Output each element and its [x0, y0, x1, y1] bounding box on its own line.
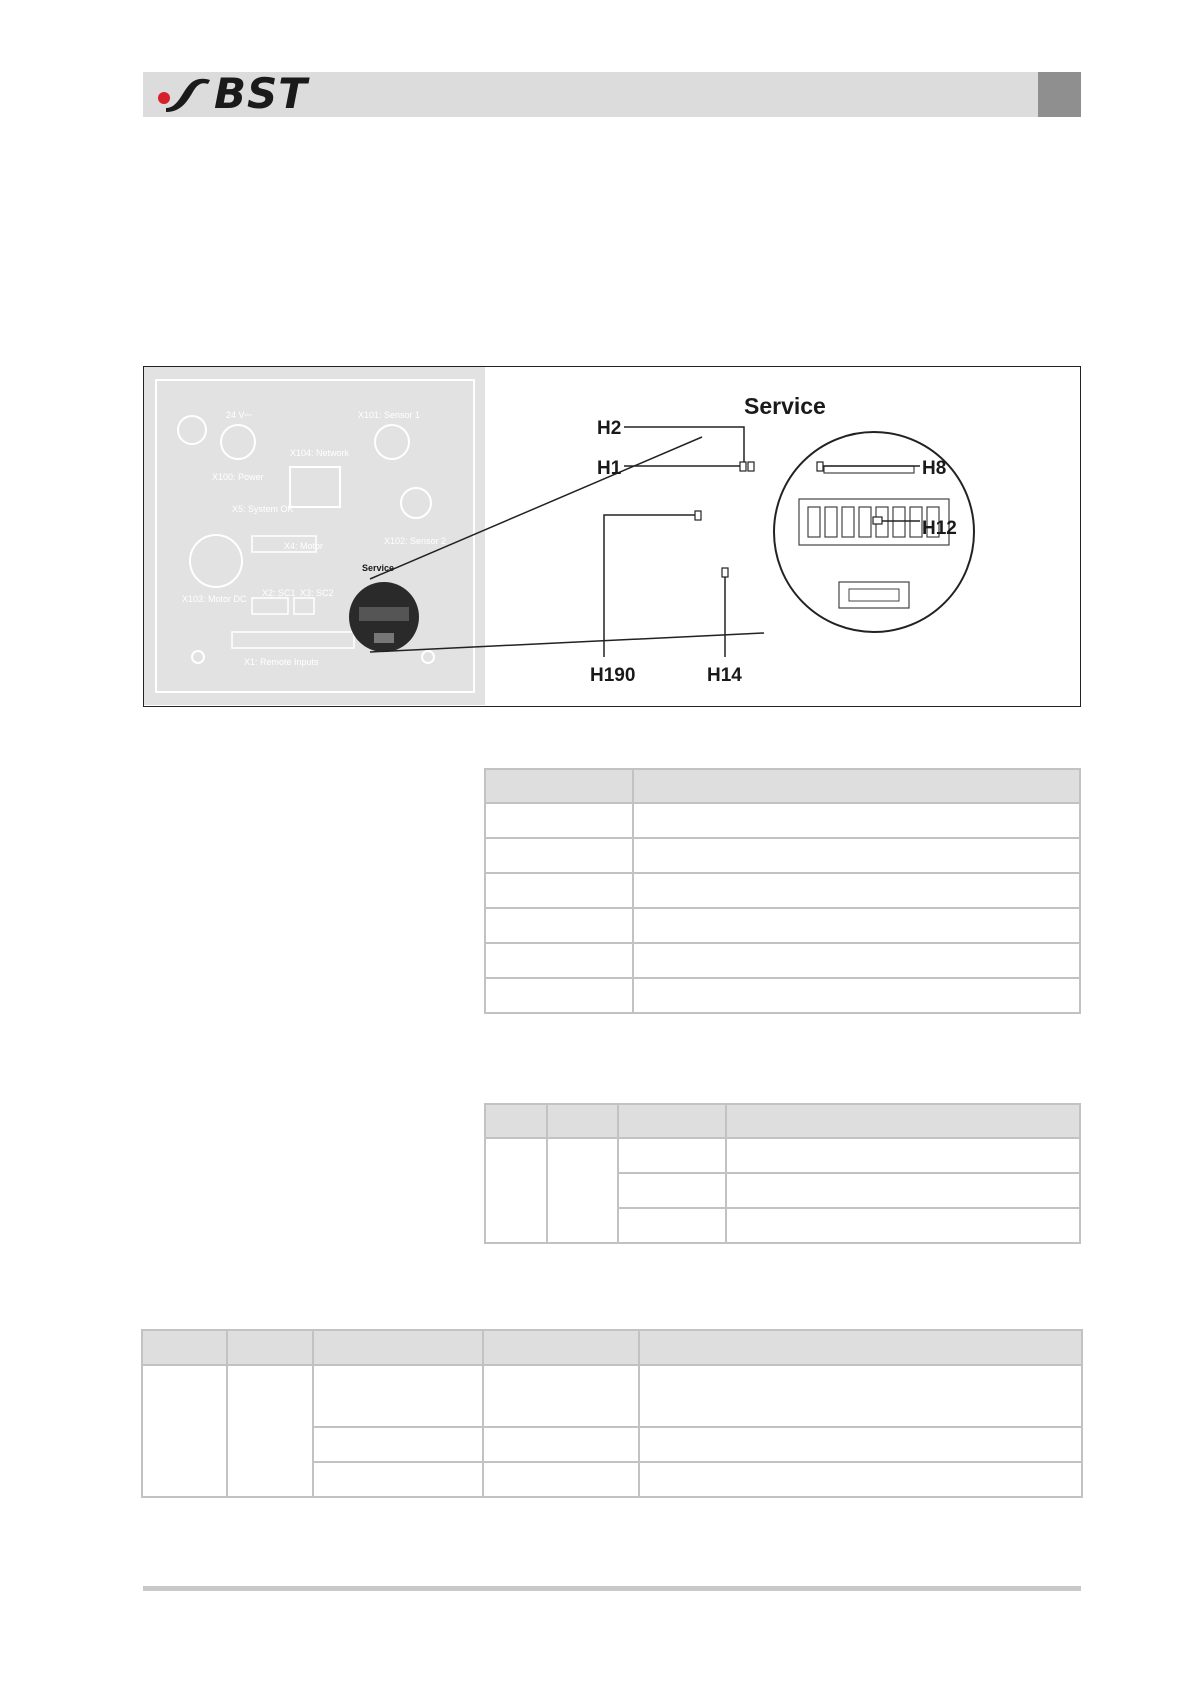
connector-label: X4: Motor [284, 541, 324, 551]
connector-label: X5: System OK [232, 504, 294, 514]
service-small-label: Service [362, 563, 395, 573]
connector-label: X101: Sensor 1 [358, 410, 421, 420]
table-row [485, 838, 1080, 873]
table-2 [484, 1103, 1081, 1244]
connector-label: X100: Power [212, 472, 264, 482]
table-row [485, 943, 1080, 978]
table-row [485, 978, 1080, 1013]
table-header-row [485, 1104, 1080, 1138]
indicator-label-h2: H2 [597, 418, 622, 439]
indicator-label-h14: H14 [707, 665, 742, 686]
connector-label: X2: SC1 [262, 588, 296, 598]
indicator-label-h12: H12 [922, 518, 957, 539]
connector-label: X103: Motor DC [182, 594, 247, 604]
table-row [485, 873, 1080, 908]
table-row [485, 1138, 1080, 1173]
footer-rule [143, 1586, 1081, 1591]
indicator-label-h1: H1 [597, 458, 622, 479]
connector-label: X102: Sensor 2 [384, 536, 447, 546]
chapter-tab [1038, 72, 1081, 117]
table-3 [141, 1329, 1083, 1498]
connector-label: X1: Remote Inputs [244, 657, 319, 667]
indicator-label-h8: H8 [922, 458, 947, 479]
table-header-row [485, 769, 1080, 803]
connector-label: X3: SC2 [300, 588, 334, 598]
service-title: Service [744, 393, 826, 419]
table-1 [484, 768, 1081, 1014]
connector-label: 24 V⎓ [226, 410, 252, 420]
table-row [485, 803, 1080, 838]
indicator-label-h190: H190 [590, 665, 636, 686]
brand-wordmark: BST [214, 69, 308, 118]
table-row [485, 908, 1080, 943]
connector-label: X104: Network [290, 448, 350, 458]
table-row [142, 1365, 1082, 1427]
table-header-row [142, 1330, 1082, 1365]
